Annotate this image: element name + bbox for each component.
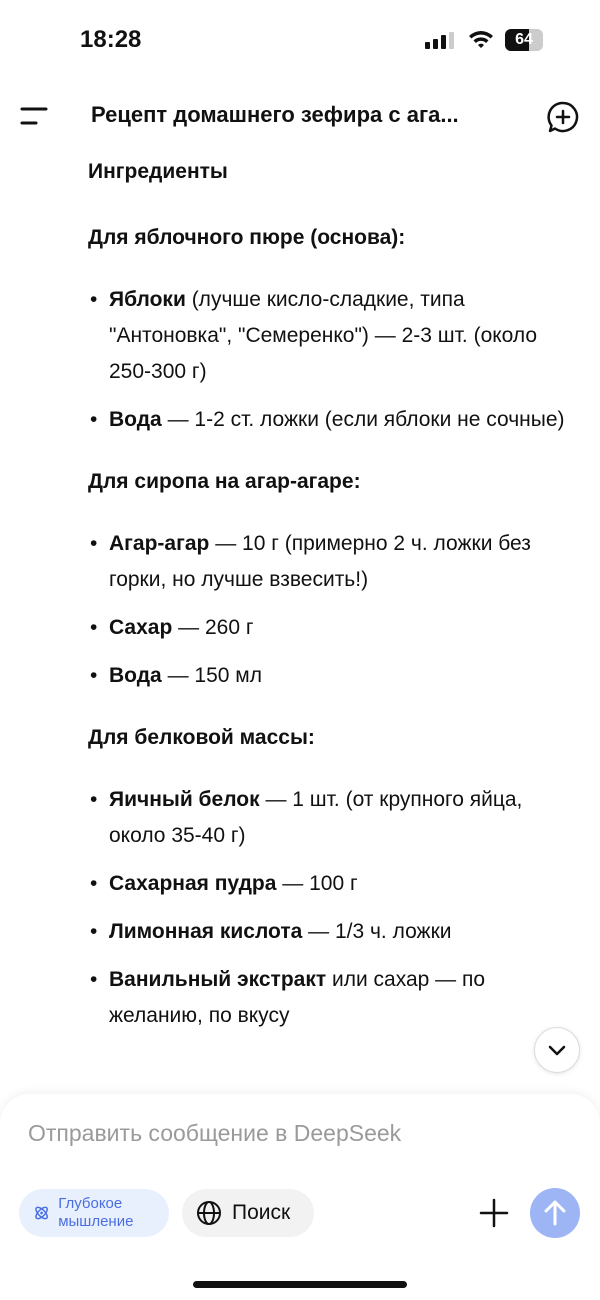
deep-think-label: Глубокое мышление <box>58 1195 134 1230</box>
list-item <box>88 610 578 646</box>
send-button[interactable] <box>530 1188 580 1238</box>
ingredient-name: Сахар <box>109 616 173 639</box>
ingredient-detail: — 10 г (примерно 2 ч. ложки без горки, но лучше взвесить!) <box>109 532 531 591</box>
chevron-down-icon <box>547 1044 567 1056</box>
battery-icon: 64 <box>505 29 543 51</box>
section-title: Для сиропа на агар-агаре: <box>88 470 361 493</box>
atom-icon <box>33 1200 50 1226</box>
list-item <box>88 402 578 438</box>
composer <box>0 1094 600 1300</box>
chat-title[interactable]: Рецепт домашнего зефира с ага... <box>91 102 459 127</box>
ingredient-detail: — 1/3 ч. ложки <box>302 920 452 943</box>
section-title: Для белковой массы: <box>88 726 315 749</box>
ingredient-list <box>88 282 578 438</box>
attach-plus-icon[interactable] <box>478 1197 510 1229</box>
signal-icon <box>425 32 454 49</box>
ingredient-detail: — 1-2 ст. ложки (если яблоки не сочные) <box>161 408 565 431</box>
ingredient-name: Яблоки <box>109 288 186 311</box>
ingredient-name: Агар-агар <box>109 532 210 555</box>
chat-header <box>0 92 600 140</box>
ingredients-heading: Ингредиенты <box>88 160 228 183</box>
list-item <box>88 526 578 598</box>
ingredient-name: Вода <box>109 664 162 687</box>
arrow-up-icon <box>543 1199 567 1227</box>
menu-icon[interactable] <box>20 106 48 126</box>
ingredient-detail: (лучше кисло-сладкие, типа "Антоновка", "Семеренко") — 2-3 шт. (около 250-300 г) <box>109 288 538 383</box>
home-indicator <box>193 1281 407 1288</box>
new-chat-icon[interactable] <box>546 100 580 134</box>
ingredient-detail: — 260 г <box>172 616 254 639</box>
list-item <box>88 962 578 1034</box>
ingredient-name: Вода <box>109 408 162 431</box>
ingredient-name: Сахарная пудра <box>109 872 277 895</box>
list-item <box>88 282 578 390</box>
list-item <box>88 866 578 902</box>
deep-think-toggle[interactable] <box>19 1189 169 1237</box>
ingredient-list <box>88 526 578 694</box>
ingredient-name: Яичный белок <box>109 788 260 811</box>
ingredient-name: Ванильный экстракт <box>109 968 327 991</box>
ingredient-detail: или сахар — по желанию, по вкусу <box>109 968 486 1027</box>
list-item <box>88 782 578 854</box>
ingredient-detail: — 1 шт. (от крупного яйца, около 35-40 г) <box>109 788 523 847</box>
wifi-icon <box>467 28 495 50</box>
message-input[interactable]: Отправить сообщение в DeepSeek <box>28 1120 402 1146</box>
ingredient-detail: — 100 г <box>276 872 358 895</box>
globe-icon <box>196 1200 222 1226</box>
message-content <box>88 154 578 1046</box>
search-toggle[interactable] <box>182 1189 314 1237</box>
status-bar <box>0 0 600 80</box>
ingredient-name: Лимонная кислота <box>109 920 303 943</box>
search-label: Поиск <box>232 1201 291 1224</box>
clock: 18:28 <box>80 26 142 53</box>
list-item <box>88 658 578 694</box>
list-item <box>88 914 578 950</box>
scroll-down-button[interactable] <box>534 1027 580 1073</box>
ingredient-detail: — 150 мл <box>161 664 262 687</box>
ingredient-list <box>88 782 578 1034</box>
section-title: Для яблочного пюре (основа): <box>88 226 406 249</box>
